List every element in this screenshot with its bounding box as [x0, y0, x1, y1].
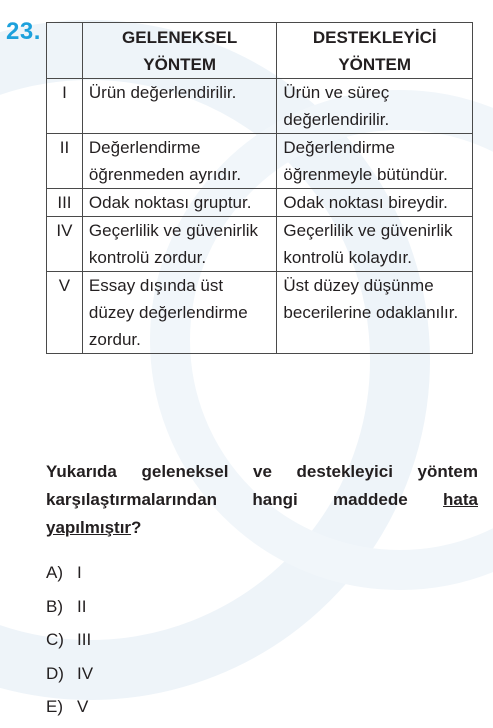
row-number: I [47, 79, 83, 134]
row-number: III [47, 189, 83, 217]
option-text: IV [77, 663, 94, 683]
table-row [47, 272, 473, 354]
question-number: 23. [6, 18, 41, 45]
cell-destekleyici: Ürün ve süreç değerlendirilir. [277, 79, 473, 134]
option-letter: D) [46, 663, 64, 683]
cell-destekleyici: Üst düzey düşünme becerilerine odaklanılır. [277, 272, 473, 354]
cell-geleneksel: Geçerlilik ve güvenirlik kontrolü zordur. [82, 217, 277, 272]
answer-options [46, 560, 93, 728]
option-d[interactable] [46, 661, 93, 695]
option-a[interactable] [46, 560, 93, 594]
row-number: II [47, 134, 83, 189]
table-header-geleneksel [82, 23, 277, 79]
table-row [47, 189, 473, 217]
cell-geleneksel: Odak noktası gruptur. [82, 189, 277, 217]
table-row [47, 134, 473, 189]
header-line: YÖNTEM [338, 55, 412, 74]
table-row [47, 79, 473, 134]
cell-destekleyici: Değerlendirme öğrenmeyle bütündür. [277, 134, 473, 189]
option-text: I [77, 563, 82, 582]
table-row [47, 217, 473, 272]
cell-destekleyici: Odak noktası bireydir. [277, 189, 473, 217]
option-b[interactable] [46, 594, 93, 628]
table-header-row [47, 23, 473, 79]
cell-destekleyici: Geçerlilik ve güvenirlik kontrolü kolaydır. [277, 217, 473, 272]
option-text: II [77, 596, 87, 616]
question-stem [46, 458, 478, 542]
header-line: GELENEKSEL [122, 28, 238, 47]
header-line: YÖNTEM [143, 55, 217, 74]
cell-geleneksel: Değerlendirme öğrenmeden ayrıdır. [82, 134, 277, 189]
table-header-destekleyici [277, 23, 473, 79]
option-letter: C) [46, 630, 64, 649]
option-e[interactable] [46, 694, 93, 728]
stem-underlined-text: hata yapılmıştır [46, 490, 478, 537]
option-c[interactable] [46, 627, 93, 661]
header-line: DESTEKLEYİCİ [312, 28, 437, 47]
cell-geleneksel: Essay dışında üst düzey değerlendirme zordur. [82, 272, 277, 354]
option-text: V [77, 697, 89, 716]
cell-geleneksel: Ürün değerlendirilir. [82, 79, 277, 134]
row-number: V [47, 272, 83, 354]
option-letter: E) [46, 697, 63, 716]
comparison-table [46, 22, 473, 354]
row-number: IV [47, 217, 83, 272]
option-text: III [77, 630, 92, 649]
option-letter: A) [46, 563, 63, 582]
stem-end: ? [131, 518, 142, 537]
option-letter: B) [46, 596, 63, 616]
stem-text: Yukarıda geleneksel ve destekleyici yöntem karşılaştırmalarından hangi maddede [46, 462, 478, 509]
table-header-empty [47, 23, 83, 79]
